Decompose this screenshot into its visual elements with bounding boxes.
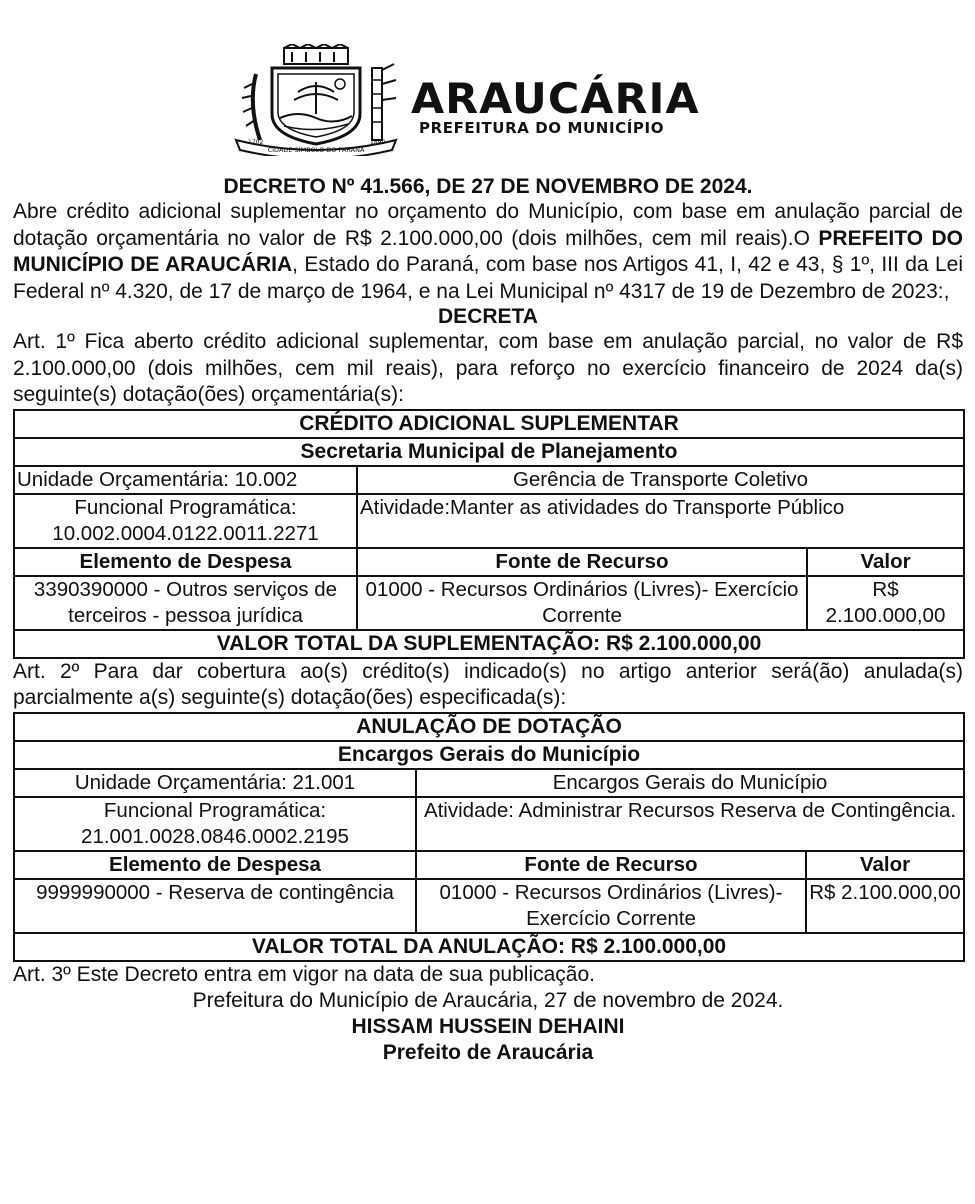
credit-atividade: Atividade:Manter as atividades do Transporte Público xyxy=(357,494,964,548)
signer-role: Prefeito de Araucária xyxy=(382,1040,594,1064)
credit-col-elemento: Elemento de Despesa xyxy=(14,548,357,576)
annulment-funcional-code: 21.001.0028.0846.0002.2195 xyxy=(81,824,349,848)
annulment-unidade: Unidade Orçamentária: 21.001 xyxy=(14,769,416,797)
article-1: Art. 1º Fica aberto crédito adicional suplementar, com base em anulação parcial, no valor de R$ 2.100.000,00 (dois milhões, cem mil reais), para reforço no exercício financeiro de 2024 da(s) seguinte(s) dotação(ões) orçamentária(s): xyxy=(13,330,963,406)
preamble-text-1: Abre crédito adicional suplementar no orçamento do Município, com base em anulação parcial de dotação orçamentária no valor de R$ 2.100.000,00 (dois milhões, cem mil reais).O xyxy=(13,200,963,250)
signer-name: HISSAM HUSSEIN DEHAINI xyxy=(351,1014,625,1038)
credit-table xyxy=(13,409,965,659)
annulment-table-title: ANULAÇÃO DE DOTAÇÃO xyxy=(14,713,964,741)
preamble-bold: PREFEITO DO MUNICÍPIO DE ARAUCÁRIA xyxy=(13,226,963,276)
decree-title: DECRETO Nº 41.566, DE 27 DE NOVEMBRO DE 2024. xyxy=(223,175,753,198)
annulment-unidade-nome: Encargos Gerais do Município xyxy=(416,769,964,797)
brand-title: ARAUCÁRIA xyxy=(411,74,700,123)
credit-funcional-code: 10.002.0004.0122.0011.2271 xyxy=(52,521,319,545)
decreta-heading: DECRETA xyxy=(438,305,538,328)
place-date: Prefeitura do Município de Araucária, 27 de novembro de 2024. xyxy=(192,988,784,1012)
crest-motto: CIDADE SÍMBOLO DO PARANÁ xyxy=(267,146,365,154)
annulment-fonte: 01000 - Recursos Ordinários (Livres)- Exercício Corrente xyxy=(416,879,806,933)
annulment-total: VALOR TOTAL DA ANULAÇÃO: R$ 2.100.000,00 xyxy=(14,933,964,961)
credit-total: VALOR TOTAL DA SUPLEMENTAÇÃO: R$ 2.100.000,00 xyxy=(14,630,964,658)
credit-funcional-label: Funcional Programática: xyxy=(74,495,297,519)
article-3: Art. 3º Este Decreto entra em vigor na data de sua publicação. xyxy=(13,962,595,986)
annulment-valor: R$ 2.100.000,00 xyxy=(806,879,964,933)
annulment-col-elemento: Elemento de Despesa xyxy=(14,851,416,879)
credit-col-valor: Valor xyxy=(807,548,964,576)
letterhead xyxy=(13,0,963,168)
credit-table-title: CRÉDITO ADICIONAL SUPLEMENTAR xyxy=(14,410,964,438)
credit-col-fonte: Fonte de Recurso xyxy=(357,548,807,576)
credit-valor: R$ 2.100.000,00 xyxy=(807,576,964,630)
crest-year-left: 1702 xyxy=(248,139,264,146)
annulment-table xyxy=(13,712,965,962)
annulment-elemento: 9999990000 - Reserva de contingência xyxy=(14,879,416,933)
annulment-col-fonte: Fonte de Recurso xyxy=(416,851,806,879)
municipal-crest-icon xyxy=(226,44,406,156)
credit-unidade-nome: Gerência de Transporte Coletivo xyxy=(357,466,964,494)
annulment-funcional-label: Funcional Programática: xyxy=(103,798,327,822)
brand-block xyxy=(411,74,700,137)
annulment-table-secretaria: Encargos Gerais do Município xyxy=(14,741,964,769)
signature-block xyxy=(13,1014,963,1066)
document-page xyxy=(13,0,963,1066)
credit-unidade: Unidade Orçamentária: 10.002 xyxy=(14,466,357,494)
credit-fonte: 01000 - Recursos Ordinários (Livres)- Exercício Corrente xyxy=(357,576,807,630)
credit-funcional xyxy=(14,494,357,548)
crest-year-right: 1890 xyxy=(370,139,386,146)
brand-subtitle: PREFEITURA DO MUNICÍPIO xyxy=(419,119,665,137)
decree-preamble xyxy=(13,199,963,305)
preamble-text-2: , Estado do Paraná, com base nos Artigos 41, I, 42 e 43, § 1º, III da Lei Federal nº 4.320, de 17 de março de 1964, e na Lei Municipal nº 4317 de 19 de Dezembro de 2023:, xyxy=(13,253,963,303)
article-2: Art. 2º Para dar cobertura ao(s) crédito(s) indicado(s) no artigo anterior será(ão) anulada(s) parcialmente a(s) seguinte(s) dotação(ões) especificada(s): xyxy=(13,659,963,709)
annulment-funcional xyxy=(14,797,416,851)
credit-elemento: 3390390000 - Outros serviços de terceiros - pessoa jurídica xyxy=(14,576,357,630)
annulment-col-valor: Valor xyxy=(806,851,964,879)
credit-table-secretaria: Secretaria Municipal de Planejamento xyxy=(14,438,964,466)
annulment-atividade: Atividade: Administrar Recursos Reserva de Contingência. xyxy=(416,797,964,851)
